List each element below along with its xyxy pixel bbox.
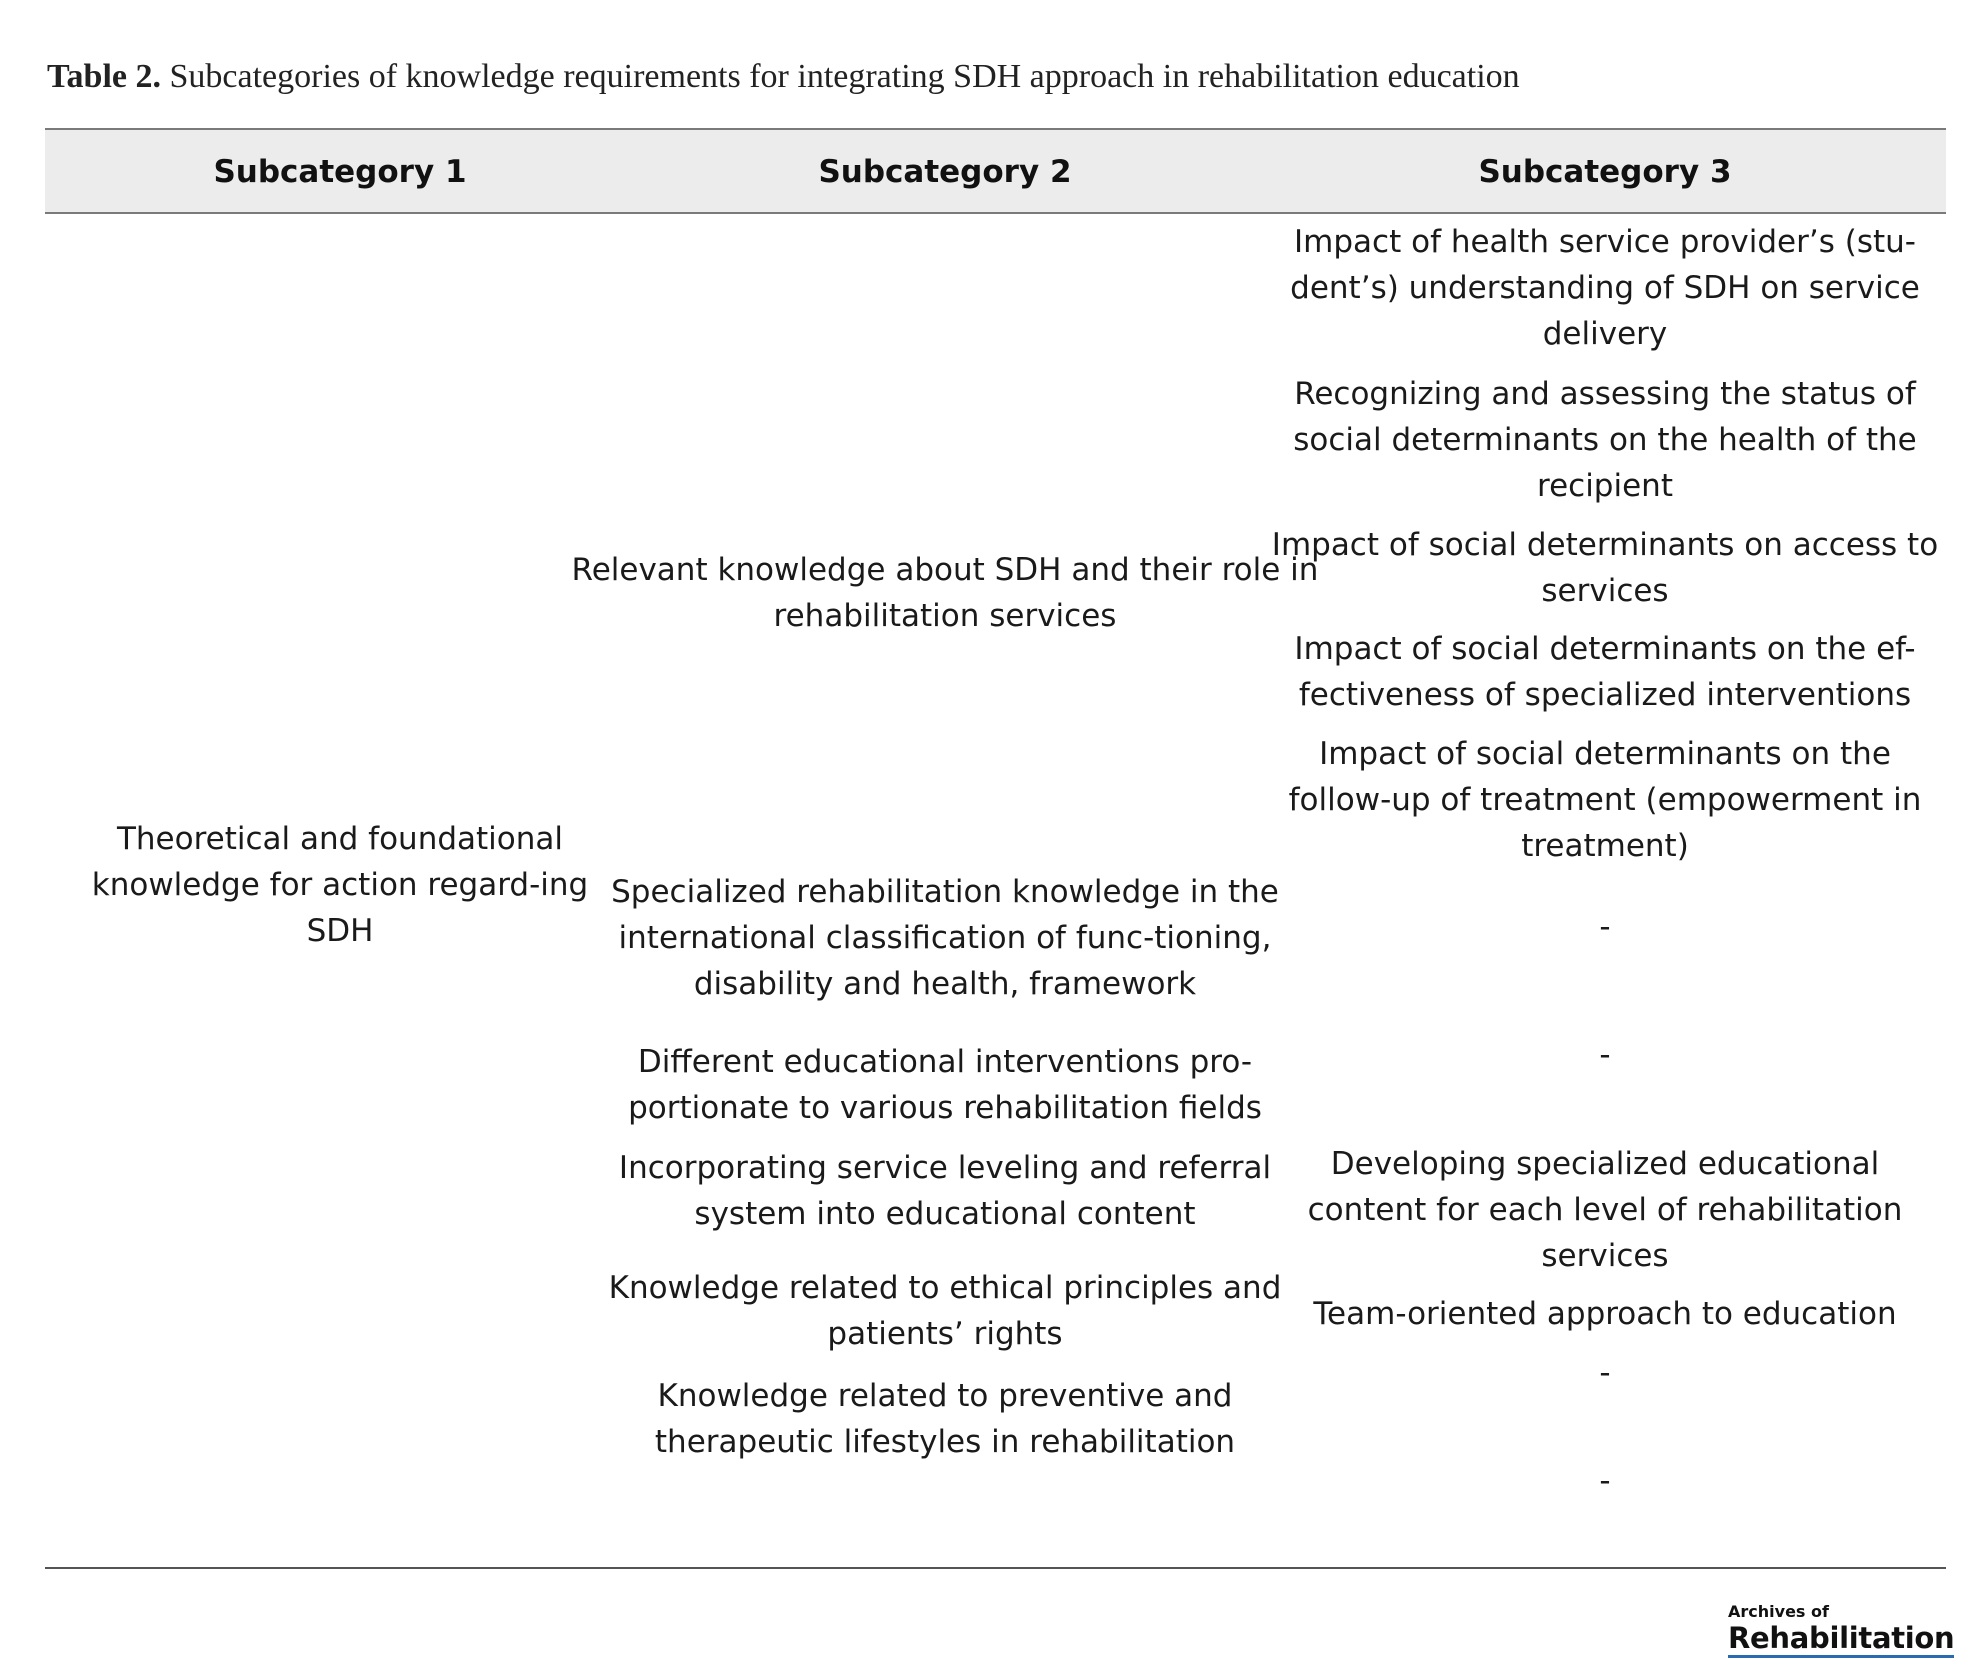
- subcategory3-cell-3: Impact of social determinants on access to services: [1271, 527, 1939, 609]
- table-bottom-rule: [45, 1567, 1946, 1569]
- subcategory3-cell-2: Recognizing and assessing the status of social determinants on the health of the recipient: [1293, 376, 1917, 504]
- subcategory3-cell-8: Developing specialized educational content for each level of rehabilitation services: [1307, 1146, 1903, 1274]
- subcategory1-cell: Theoretical and foundational knowledge for action regard-ing SDH: [91, 821, 589, 949]
- subcategory2-cell-1: Relevant knowledge about SDH and their role in rehabilitation services: [571, 552, 1319, 634]
- subcategory2-cell-2: Specialized rehabilitation knowledge in the international classification of func-tioning, disability and health, framework: [611, 874, 1279, 1002]
- subcategory2-cell-3: Different educational interventions pro-portionate to various rehabilitation fields: [628, 1044, 1262, 1126]
- table-caption: [47, 52, 1927, 102]
- subcategory3-cell-10: -: [1599, 1355, 1611, 1391]
- subcategory2-cell-4: Incorporating service leveling and referral system into educational content: [618, 1150, 1272, 1232]
- journal-logo: [1728, 1602, 1955, 1658]
- caption-label: Table 2.: [47, 58, 162, 95]
- subcategory3-cell-6: -: [1599, 909, 1611, 945]
- logo-small-text: Archives of: [1728, 1602, 1829, 1621]
- subcategory3-cell-1: Impact of health service provider’s (stu-dent’s) understanding of SDH on service delivery: [1290, 224, 1920, 352]
- caption-text: Subcategories of knowledge requirements for integrating SDH approach in rehabilitation education: [161, 58, 1520, 95]
- subcategory3-cell-11: -: [1599, 1463, 1611, 1499]
- logo-big-text: Rehabilitation: [1728, 1622, 1954, 1658]
- header-subcategory-3: Subcategory 3: [1478, 153, 1732, 190]
- subcategory2-cell-5: Knowledge related to ethical principles and patients’ rights: [608, 1270, 1282, 1352]
- header-subcategory-1: Subcategory 1: [213, 153, 467, 190]
- header-subcategory-2: Subcategory 2: [818, 153, 1072, 190]
- subcategory3-cell-7: -: [1599, 1037, 1611, 1073]
- subcategory3-cell-4: Impact of social determinants on the ef-fectiveness of specialized interventions: [1294, 631, 1916, 713]
- subcategory2-cell-6: Knowledge related to preventive and therapeutic lifestyles in rehabilitation: [654, 1378, 1236, 1460]
- knowledge-table: [45, 128, 1946, 1569]
- subcategory3-cell-5: Impact of social determinants on the follow-up of treatment (empowerment in treatment): [1288, 736, 1922, 864]
- subcategory3-cell-9: Team-oriented approach to education: [1313, 1296, 1897, 1332]
